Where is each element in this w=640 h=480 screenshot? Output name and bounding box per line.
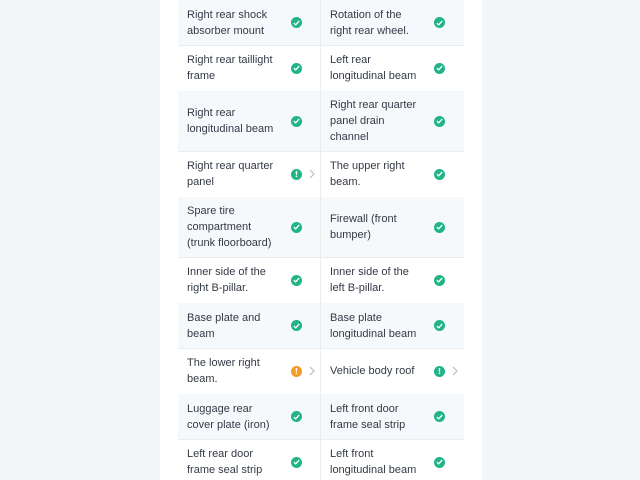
item-label: Vehicle body roof [330,365,415,377]
inspection-item [178,45,321,91]
item-label: Base plate and beam [187,311,261,340]
check-icon [291,222,302,233]
exclamation-icon: ! [291,366,302,377]
item-label: Base plate longitudinal beam [330,311,417,340]
check-icon [291,320,302,331]
item-label: The upper right beam. [330,160,405,188]
inspection-item-expandable[interactable] [178,348,321,394]
inspection-row [178,394,464,440]
inspection-item-expandable[interactable] [321,348,464,394]
inspection-item [321,303,464,348]
item-label: Left rear longitudinal beam [330,54,417,82]
inspection-item [321,257,464,303]
item-label: Right rear shock absorber mount [187,8,268,37]
item-label: Inner side of the right B-pillar. [187,266,266,294]
inspection-item [321,45,464,91]
inspection-row [178,45,464,92]
check-icon [434,222,445,233]
item-label: Rotation of the right rear wheel. [330,8,409,37]
inspection-item [178,303,321,348]
inspection-item [178,197,321,257]
inspection-item [321,394,464,439]
item-label: Spare tire compartment (trunk floorboard) [187,205,272,249]
inspection-item [178,91,321,151]
check-icon [291,411,302,422]
check-icon [434,320,445,331]
item-label: Left front door frame seal strip [330,402,406,431]
inspection-panel [160,0,482,480]
inspection-item [321,0,464,45]
inspection-item [178,394,321,439]
check-icon [434,411,445,422]
item-label: Left front longitudinal beam [330,448,417,476]
item-label: Right rear longitudinal beam [187,107,274,135]
item-label: Right rear quarter panel drain channel [330,99,417,143]
inspection-item [178,439,321,480]
inspection-item [178,0,321,45]
inspection-item [321,197,464,257]
check-icon [291,17,302,28]
exclamation-icon: ! [434,366,445,377]
exclamation-icon: ! [291,169,302,180]
item-label: Firewall (front bumper) [330,213,397,241]
check-icon [434,17,445,28]
inspection-row [178,257,464,304]
item-label: Right rear quarter panel [187,160,274,188]
check-icon [291,457,302,468]
inspection-row [178,197,464,258]
chevron-right-icon[interactable] [308,169,316,179]
inspection-row [178,91,464,152]
chevron-right-icon[interactable] [308,366,316,376]
check-icon [434,116,445,127]
inspection-row [178,151,464,198]
inspection-item [178,257,321,303]
inspection-item [321,439,464,480]
inspection-row [178,0,464,46]
item-label: Luggage rear cover plate (iron) [187,402,270,431]
check-icon [291,116,302,127]
check-icon [434,169,445,180]
item-label: Left rear door frame seal strip [187,448,263,476]
check-icon [434,457,445,468]
inspection-row [178,348,464,395]
inspection-row [178,439,464,480]
check-icon [291,63,302,74]
item-label: Right rear taillight frame [187,54,273,82]
inspection-row [178,303,464,349]
inspection-item-expandable[interactable] [178,151,321,197]
check-icon [434,275,445,286]
item-label: Inner side of the left B-pillar. [330,266,409,294]
chevron-right-icon[interactable] [451,366,459,376]
inspection-item [321,151,464,197]
item-label: The lower right beam. [187,357,260,385]
inspection-item [321,91,464,151]
check-icon [291,275,302,286]
check-icon [434,63,445,74]
